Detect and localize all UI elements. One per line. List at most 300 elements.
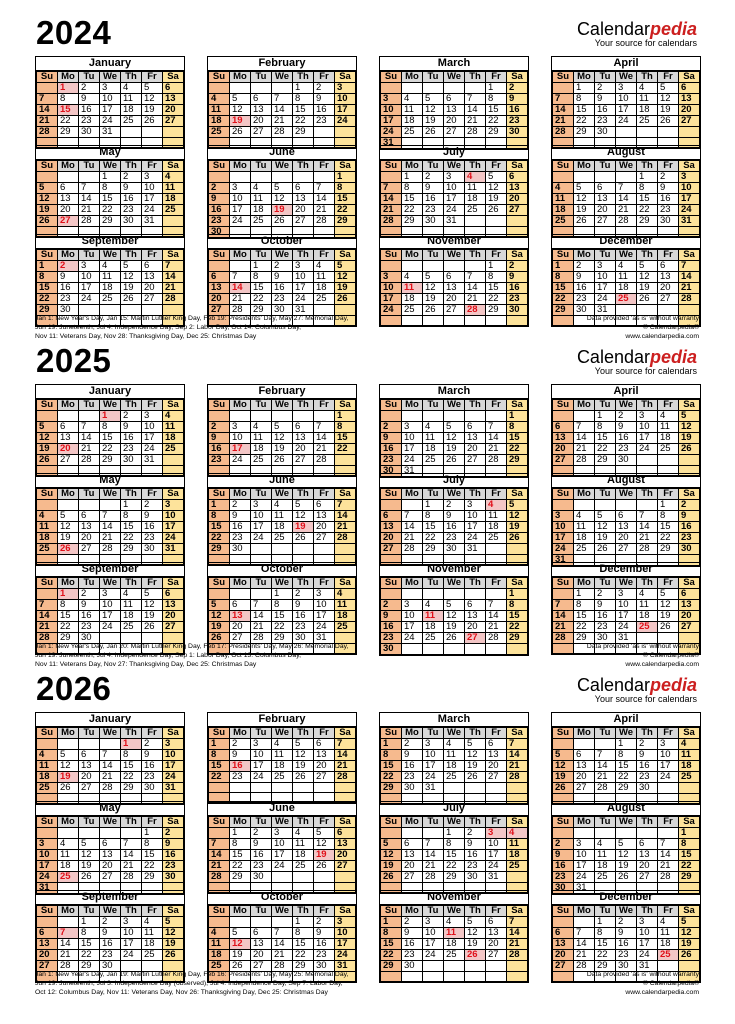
day-cell: 24 <box>37 872 58 883</box>
day-cell: 26 <box>142 116 163 127</box>
day-cell: 19 <box>616 861 637 872</box>
weekday-header: Mo <box>402 906 423 917</box>
day-cell: 3 <box>163 739 184 750</box>
day-cell: 18 <box>272 761 293 772</box>
day-cell: 13 <box>163 600 184 611</box>
day-cell: 5 <box>230 94 251 105</box>
empty-cell <box>444 261 465 272</box>
day-cell: 17 <box>335 105 356 116</box>
day-cell: 19 <box>142 105 163 116</box>
day-cell: 5 <box>230 928 251 939</box>
day-cell: 10 <box>100 94 121 105</box>
day-cell: 16 <box>679 522 700 533</box>
weekday-header: Su <box>37 578 58 589</box>
day-cell: 22 <box>79 950 100 961</box>
weekday-header: Mo <box>58 489 79 500</box>
day-cell: 3 <box>465 500 486 511</box>
day-cell: 25 <box>616 294 637 305</box>
day-cell: 3 <box>444 172 465 183</box>
weekday-header: Th <box>637 728 658 739</box>
empty-cell <box>314 411 335 422</box>
day-cell: 16 <box>381 444 402 455</box>
weekday-header: Tu <box>595 72 616 83</box>
weekday-header: We <box>616 489 637 500</box>
day-cell: 3 <box>616 589 637 600</box>
day-cell: 8 <box>293 928 314 939</box>
day-cell: 18 <box>142 939 163 950</box>
day-cell: 30 <box>251 872 272 883</box>
month-title: February <box>208 57 356 71</box>
empty-cell <box>595 739 616 750</box>
day-cell: 24 <box>335 950 356 961</box>
day-cell: 6 <box>293 422 314 433</box>
empty-cell <box>637 828 658 839</box>
month-title: December <box>552 235 700 249</box>
weekday-header: Su <box>381 400 402 411</box>
day-cell: 2 <box>574 261 595 272</box>
day-cell: 7 <box>230 272 251 283</box>
day-cell: 2 <box>402 917 423 928</box>
weekday-header: We <box>444 250 465 261</box>
day-cell: 23 <box>637 772 658 783</box>
day-cell: 14 <box>335 750 356 761</box>
day-cell: 21 <box>230 294 251 305</box>
day-cell: 17 <box>100 105 121 116</box>
day-cell: 24 <box>381 305 402 316</box>
day-cell: 9 <box>251 839 272 850</box>
day-cell: 31 <box>595 305 616 316</box>
day-cell: 9 <box>574 272 595 283</box>
day-cell: 20 <box>553 444 574 455</box>
day-cell: 20 <box>507 194 528 205</box>
day-cell: 9 <box>658 183 679 194</box>
day-cell: 19 <box>58 533 79 544</box>
day-cell: 3 <box>293 261 314 272</box>
month-title: January <box>36 385 184 399</box>
day-cell: 9 <box>423 183 444 194</box>
month-title: May <box>36 802 184 816</box>
day-cell: 6 <box>314 739 335 750</box>
day-cell: 2 <box>314 83 335 94</box>
day-cell: 7 <box>574 422 595 433</box>
day-cell: 22 <box>658 533 679 544</box>
day-cell: 25 <box>486 533 507 544</box>
weekday-header: We <box>272 578 293 589</box>
weekday-header: Th <box>637 817 658 828</box>
day-cell: 30 <box>293 633 314 644</box>
day-cell: 12 <box>142 94 163 105</box>
day-cell: 23 <box>465 861 486 872</box>
day-cell: 16 <box>314 105 335 116</box>
empty-cell <box>402 828 423 839</box>
day-cell: 19 <box>209 622 230 633</box>
weekday-header: Sa <box>163 906 184 917</box>
website-link[interactable]: www.calendarpedia.com <box>625 989 699 996</box>
weekday-header: Th <box>465 72 486 83</box>
empty-cell <box>230 261 251 272</box>
day-cell: 15 <box>293 939 314 950</box>
day-cell: 13 <box>79 761 100 772</box>
day-cell: 1 <box>293 917 314 928</box>
day-cell: 8 <box>100 422 121 433</box>
month-grid <box>208 816 356 893</box>
day-cell: 20 <box>444 116 465 127</box>
day-cell: 5 <box>465 739 486 750</box>
empty-cell <box>58 828 79 839</box>
day-cell: 11 <box>402 105 423 116</box>
month-june <box>207 801 357 894</box>
weekday-header: Mo <box>574 161 595 172</box>
day-cell: 20 <box>251 950 272 961</box>
day-cell: 14 <box>314 194 335 205</box>
day-cell: 11 <box>444 750 465 761</box>
day-cell: 1 <box>553 261 574 272</box>
day-cell: 28 <box>507 772 528 783</box>
day-cell: 31 <box>37 883 58 894</box>
day-cell: 18 <box>658 939 679 950</box>
day-cell: 25 <box>37 783 58 794</box>
weekday-header: Th <box>637 161 658 172</box>
day-cell: 16 <box>58 283 79 294</box>
day-cell: 10 <box>37 850 58 861</box>
day-cell: 17 <box>381 294 402 305</box>
brand-tagline: Your source for calendars <box>594 366 697 376</box>
day-cell: 17 <box>381 116 402 127</box>
day-cell: 4 <box>574 511 595 522</box>
empty-cell <box>79 411 100 422</box>
day-cell: 23 <box>163 861 184 872</box>
weekday-header: We <box>444 161 465 172</box>
weekday-header: Th <box>637 72 658 83</box>
weekday-header: We <box>272 728 293 739</box>
day-cell: 13 <box>486 750 507 761</box>
day-cell: 1 <box>381 739 402 750</box>
empty-cell <box>553 411 574 422</box>
day-cell: 18 <box>251 205 272 216</box>
weekday-header: We <box>444 489 465 500</box>
day-cell: 26 <box>465 772 486 783</box>
day-cell: 16 <box>121 194 142 205</box>
weekday-header: Fr <box>142 578 163 589</box>
day-cell: 24 <box>402 633 423 644</box>
day-cell: 14 <box>486 433 507 444</box>
day-cell: 5 <box>423 272 444 283</box>
weekday-header: Su <box>209 72 230 83</box>
empty-cell <box>616 500 637 511</box>
day-cell: 3 <box>423 917 444 928</box>
day-cell: 7 <box>486 600 507 611</box>
day-cell: 28 <box>465 127 486 138</box>
day-cell: 1 <box>679 828 700 839</box>
day-cell: 8 <box>595 928 616 939</box>
day-cell: 26 <box>209 633 230 644</box>
day-cell: 13 <box>595 194 616 205</box>
day-cell: 4 <box>209 94 230 105</box>
day-cell: 4 <box>163 411 184 422</box>
day-cell: 5 <box>272 422 293 433</box>
day-cell: 25 <box>507 861 528 872</box>
weekday-header: We <box>616 400 637 411</box>
day-cell: 11 <box>37 522 58 533</box>
website-link[interactable]: www.calendarpedia.com <box>625 661 699 668</box>
day-cell: 21 <box>465 116 486 127</box>
day-cell: 11 <box>402 283 423 294</box>
weekday-header: Tu <box>423 578 444 589</box>
weekday-header: Fr <box>486 161 507 172</box>
day-cell: 24 <box>553 544 574 555</box>
weekday-header: Th <box>293 250 314 261</box>
day-cell: 12 <box>272 194 293 205</box>
day-cell: 14 <box>272 939 293 950</box>
day-cell: 24 <box>616 622 637 633</box>
day-cell: 21 <box>658 861 679 872</box>
month-grid <box>552 488 700 566</box>
weekday-header: Tu <box>423 72 444 83</box>
day-cell: 10 <box>251 511 272 522</box>
day-cell: 15 <box>595 939 616 950</box>
day-cell: 7 <box>553 600 574 611</box>
weekday-header: Sa <box>335 72 356 83</box>
day-cell: 25 <box>679 772 700 783</box>
month-april <box>551 384 701 477</box>
day-cell: 22 <box>58 116 79 127</box>
day-cell: 22 <box>381 950 402 961</box>
day-cell: 26 <box>658 622 679 633</box>
day-cell: 25 <box>402 305 423 316</box>
year-title: 2026 <box>36 670 112 707</box>
weekday-header: We <box>100 72 121 83</box>
day-cell: 3 <box>679 172 700 183</box>
day-cell: 19 <box>272 205 293 216</box>
weekday-header: Su <box>209 578 230 589</box>
day-cell: 12 <box>163 928 184 939</box>
day-cell: 19 <box>423 116 444 127</box>
month-title: April <box>552 385 700 399</box>
month-grid <box>380 727 528 804</box>
month-title: March <box>380 385 528 399</box>
weekday-header: We <box>616 728 637 739</box>
day-cell: 5 <box>58 750 79 761</box>
empty-cell <box>553 83 574 94</box>
day-cell: 17 <box>637 433 658 444</box>
day-cell: 27 <box>595 216 616 227</box>
empty-cell <box>486 783 507 794</box>
year-title: 2025 <box>36 342 112 379</box>
day-cell: 11 <box>58 850 79 861</box>
day-cell: 19 <box>121 283 142 294</box>
warranty-note: Data provided 'as is' without warranty <box>586 971 699 978</box>
day-cell: 13 <box>679 600 700 611</box>
day-cell: 20 <box>163 611 184 622</box>
weekday-header: Mo <box>230 161 251 172</box>
empty-cell <box>507 316 528 326</box>
day-cell: 14 <box>314 433 335 444</box>
day-cell: 16 <box>230 761 251 772</box>
day-cell: 14 <box>507 750 528 761</box>
day-cell: 1 <box>121 739 142 750</box>
weekday-header: Sa <box>163 400 184 411</box>
day-cell: 29 <box>574 127 595 138</box>
day-cell: 15 <box>381 939 402 950</box>
day-cell: 7 <box>381 183 402 194</box>
weekday-header: We <box>616 161 637 172</box>
day-cell: 29 <box>293 127 314 138</box>
month-grid <box>36 71 184 148</box>
day-cell: 10 <box>230 194 251 205</box>
weekday-header: Fr <box>314 400 335 411</box>
day-cell: 10 <box>553 522 574 533</box>
day-cell: 26 <box>444 633 465 644</box>
day-cell: 7 <box>335 739 356 750</box>
day-cell: 20 <box>230 622 251 633</box>
day-cell: 17 <box>121 939 142 950</box>
day-cell: 19 <box>230 950 251 961</box>
empty-cell <box>230 783 251 793</box>
day-cell: 29 <box>444 872 465 883</box>
day-cell: 31 <box>423 783 444 794</box>
day-cell: 13 <box>314 750 335 761</box>
day-cell: 12 <box>58 522 79 533</box>
day-cell: 8 <box>574 94 595 105</box>
day-cell: 25 <box>574 544 595 555</box>
weekday-header: We <box>272 906 293 917</box>
day-cell: 8 <box>486 272 507 283</box>
weekday-header: Th <box>293 489 314 500</box>
weekday-header: Sa <box>335 489 356 500</box>
day-cell: 9 <box>402 928 423 939</box>
day-cell: 30 <box>616 455 637 466</box>
day-cell: 17 <box>163 522 184 533</box>
day-cell: 4 <box>637 589 658 600</box>
day-cell: 27 <box>402 872 423 883</box>
day-cell: 19 <box>465 939 486 950</box>
day-cell: 16 <box>595 611 616 622</box>
day-cell: 22 <box>595 444 616 455</box>
day-cell: 19 <box>230 116 251 127</box>
day-cell: 20 <box>314 522 335 533</box>
day-cell: 25 <box>423 633 444 644</box>
weekday-header: Tu <box>595 400 616 411</box>
day-cell: 15 <box>335 194 356 205</box>
weekday-header: Sa <box>163 817 184 828</box>
empty-cell <box>507 783 528 794</box>
brand-name-accent: pedia <box>649 347 697 367</box>
weekday-header: Sa <box>679 578 700 589</box>
day-cell: 12 <box>142 600 163 611</box>
weekday-header: We <box>444 578 465 589</box>
month-march <box>379 56 529 150</box>
day-cell: 28 <box>121 872 142 883</box>
day-cell: 10 <box>142 422 163 433</box>
day-cell: 15 <box>293 105 314 116</box>
day-cell: 24 <box>381 127 402 138</box>
weekday-header: Su <box>37 250 58 261</box>
empty-cell <box>616 172 637 183</box>
day-cell: 2 <box>142 739 163 750</box>
day-cell: 29 <box>423 544 444 555</box>
day-cell: 24 <box>121 950 142 961</box>
day-cell: 25 <box>423 455 444 466</box>
weekday-header: Su <box>553 400 574 411</box>
day-cell: 7 <box>163 261 184 272</box>
year-block-2026 <box>0 656 735 996</box>
day-cell: 2 <box>553 839 574 850</box>
day-cell: 15 <box>444 850 465 861</box>
weekday-header: Th <box>637 400 658 411</box>
day-cell: 31 <box>465 544 486 555</box>
empty-cell <box>209 261 230 272</box>
day-cell: 21 <box>381 205 402 216</box>
empty-cell <box>335 127 356 138</box>
day-cell: 8 <box>423 511 444 522</box>
day-cell: 24 <box>486 861 507 872</box>
day-cell: 5 <box>314 828 335 839</box>
copyright-note: © Calendarpedia® <box>642 652 699 659</box>
empty-cell <box>444 411 465 422</box>
weekday-header: Th <box>121 817 142 828</box>
month-grid <box>380 816 528 893</box>
empty-cell <box>402 589 423 600</box>
day-cell: 23 <box>293 622 314 633</box>
day-cell: 15 <box>100 433 121 444</box>
month-title: July <box>380 474 528 488</box>
weekday-header: Mo <box>402 728 423 739</box>
day-cell: 13 <box>335 839 356 850</box>
brand-name-accent: pedia <box>649 19 697 39</box>
day-cell: 25 <box>293 861 314 872</box>
day-cell: 23 <box>595 116 616 127</box>
empty-cell <box>293 411 314 422</box>
day-cell: 12 <box>444 611 465 622</box>
day-cell: 30 <box>121 216 142 227</box>
weekday-header: Sa <box>507 728 528 739</box>
day-cell: 10 <box>465 511 486 522</box>
weekday-header: Tu <box>423 906 444 917</box>
day-cell: 1 <box>293 83 314 94</box>
weekday-header: Sa <box>679 817 700 828</box>
weekday-header: Tu <box>423 489 444 500</box>
weekday-header: Fr <box>486 250 507 261</box>
day-cell: 22 <box>574 116 595 127</box>
weekday-header: Mo <box>574 906 595 917</box>
day-cell: 8 <box>100 183 121 194</box>
weekday-header: Su <box>209 728 230 739</box>
weekday-header: Sa <box>163 161 184 172</box>
day-cell: 20 <box>335 850 356 861</box>
empty-cell <box>335 544 356 555</box>
month-february <box>207 56 357 149</box>
day-cell: 27 <box>679 622 700 633</box>
day-cell: 24 <box>100 622 121 633</box>
website-link[interactable]: www.calendarpedia.com <box>625 333 699 340</box>
day-cell: 13 <box>142 272 163 283</box>
day-cell: 31 <box>679 216 700 227</box>
weekday-header: Mo <box>230 250 251 261</box>
day-cell: 17 <box>423 939 444 950</box>
weekday-header: Fr <box>142 72 163 83</box>
day-cell: 8 <box>658 511 679 522</box>
day-cell: 19 <box>58 772 79 783</box>
day-cell: 2 <box>293 589 314 600</box>
day-cell: 26 <box>574 216 595 227</box>
day-cell: 3 <box>79 261 100 272</box>
day-cell: 17 <box>444 194 465 205</box>
day-cell: 17 <box>595 283 616 294</box>
day-cell: 10 <box>381 283 402 294</box>
empty-cell <box>209 917 230 928</box>
day-cell: 19 <box>423 294 444 305</box>
day-cell: 12 <box>37 433 58 444</box>
